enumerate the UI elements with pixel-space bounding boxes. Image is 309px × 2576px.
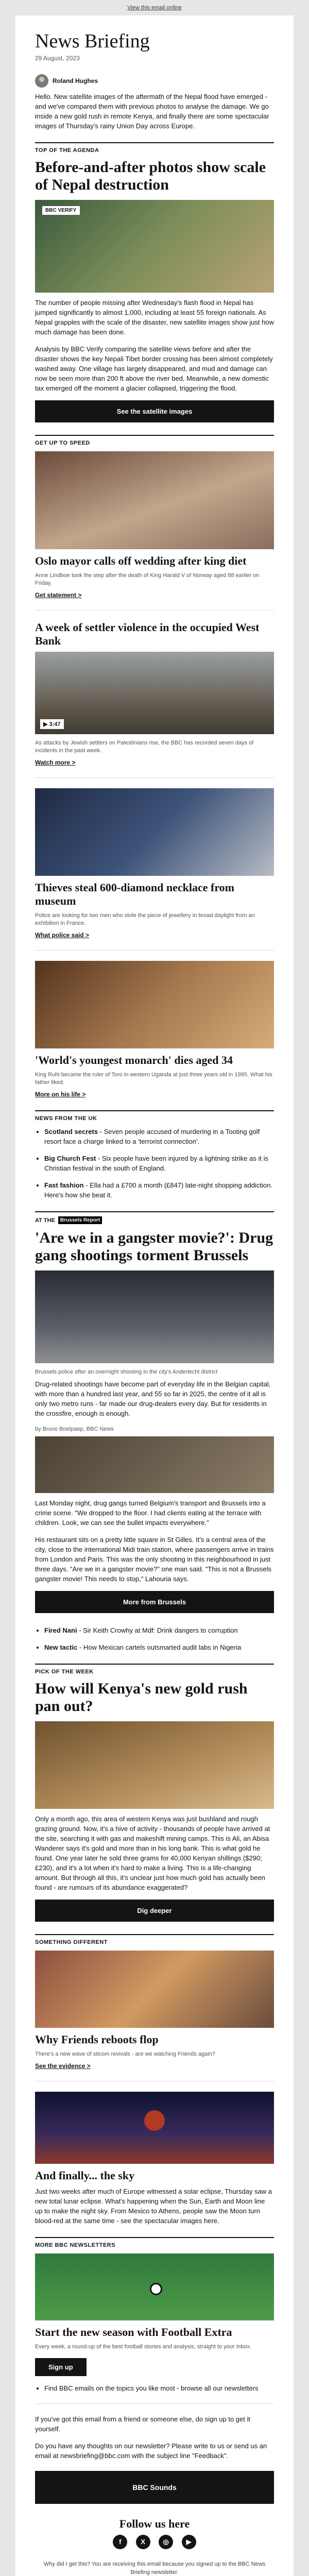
list-item [35,788,274,940]
sign-up-button[interactable]: Sign up [35,2358,87,2376]
top-story-p2: Analysis by BBC Verify comparing the satellite views before and after the disaster shows the key Nepali Tibet border crossing has been almost completely washed away. One village has largely disappeared, and mud and damage can now be seen more than 200 ft above the river bed. Meanwhile, a new domestic tax emerged off the moment a glacier collapsed, triggering the flood. [35,345,273,392]
oslo-image[interactable] [35,451,274,549]
pick-text: Only a month ago, this area of western Kenya was just bushland and rough grazing ground. Now, it's a hive of activity - thousands of people have arrived at the site, searching it with gas and makeshift mining camps. This is Ali, an Abisa Wanderer says it's gold and more than in his long bank. This is what gold he found. One year later he sold three grams for 40,000 Kenyan shillings ($290; £230), and it's a lot when it's hard to make a living. This is a life-changing amount. But through all this, it's unclear just how much gold has actually been found - are rumours of its abundance exaggerated? [35,1815,270,1891]
football-icon [150,2283,162,2295]
list-item [35,451,274,600]
partner-title[interactable]: 'Are we in a gangster movie?': Drug gang shootings torment Brussels [35,1229,273,1264]
diff-title[interactable]: Why Friends reboots flop [35,2033,159,2046]
view-online-link[interactable]: View this email online [127,5,182,11]
avatar [35,74,48,88]
masthead [15,15,294,65]
item-title[interactable]: 'World's youngest monarch' dies aged 34 [35,1054,233,1066]
item-title[interactable]: Thieves steal 600-diamond necklace from museum [35,881,235,907]
sounds-banner[interactable] [35,2471,274,2504]
sky-title[interactable]: And finally... the sky [35,2169,135,2182]
section-label-upto: GET UP TO SPEED [35,435,274,446]
see-satellite-images-button[interactable]: See the satellite images [35,400,274,422]
item-desc: King Ruhi became the ruler of Toro in western Uganda at just three years old in 1995. What his father liked. [35,1072,272,1086]
list-item [35,621,274,767]
partner-brand: Brussels Report [58,1216,102,1224]
footer-why: Why did I get this? You are receiving this email because you signed up to the BBC News Briefing newsletter. [43,2561,266,2575]
eclipse-image[interactable] [35,2092,274,2164]
restaurant-image[interactable] [35,1436,274,1493]
author [35,74,274,88]
top-story-title[interactable]: Before-and-after photos show scale of Nepal destruction [35,159,266,193]
newsletter-title[interactable]: Start the new season with Football Extra [35,2326,232,2338]
list-item[interactable]: • Find BBC emails on the topics you like most - browse all our newsletters [44,2383,274,2393]
moon-icon [144,2110,165,2131]
list-item[interactable]: • Fast fashion - Ella had a £700 a month (£847) late-night shopping addiction. Here's how she beat it. [44,1180,274,1200]
image-caption: Brussels police after an overnight shooting in the city's Anderlecht district [35,1369,218,1375]
item-link[interactable]: Watch more > [35,759,76,766]
section-label-newsletter: MORE BBC NEWSLETTERS [35,2237,274,2248]
footer [15,2549,294,2576]
sounds-banner-label: BBC Sounds [132,2483,177,2492]
partner-links [35,1625,274,1652]
satellite-image[interactable] [35,200,274,293]
sky-text: Just two weeks after much of Europe witnessed a solar eclipse, Thursday saw a new total lunar eclipse. What's happening when the Sun, Earth and Moon line up to make the night sky. From Mexico to Athens, people saw the Moon turn blood-red at the same time - see the spectacular images here. [35,2188,272,2225]
necklace-image[interactable] [35,788,274,876]
intro-section [15,74,294,2549]
issue-date: 29 August, 2023 [35,55,80,62]
item-title[interactable]: A week of settler violence in the occupied West Bank [35,621,260,647]
item-link[interactable]: Get statement > [35,591,82,599]
section-label-diff: SOMETHING DIFFERENT [35,1934,274,1945]
uk-news-list [35,1127,274,1200]
partner-p3: His restaurant sits on a pretty little square in St Gilles. It's a central area of the city, close to the international Midi train station, where passengers arrive in trains from London and Paris. This was the only shooting in this neighbourhood in just three days. "Are we in a gangster movie?" one man said. "This is not a Brussels gangster movie! This needs to stop," Lahouria says. [35,1536,274,1583]
bbc-verify-badge: BBC VERIFY [42,206,80,215]
byline: by Bruno Boelpaep, BBC News [35,1426,114,1432]
x-icon[interactable]: X [136,2535,150,2549]
list-item[interactable]: • New tactic - How Mexican cartels outsmarted audit labs in Nigeria [44,1642,274,1652]
social-section [35,2517,274,2549]
partner-header [35,1211,274,1224]
intro-text: Hello. New satellite images of the aftermath of the Nepal flood have emerged - and we've compared them with previous photos to analyse the damage. We go inside a new gold rush in remote Kenya, and finally there are some spectacular images of Thursday's rainy Union Day across Europe. [35,93,269,130]
section-label-news: NEWS FROM THE UK [35,1110,274,1122]
monarch-image[interactable] [35,961,274,1048]
item-desc: Police are looking for two men who stole the piece of jewellery in broad daylight from an exhibition in France. [35,912,255,926]
partner-tag: AT THE [35,1217,55,1224]
partner-p2: Last Monday night, drug gangs turned Belgium's transport and Brussels into a crime scene. "We dropped to the floor. I had clients eating at the terrace with children. Look, we can see the bullet impacts everywhere." [35,1499,266,1527]
item-title[interactable]: Oslo mayor calls off wedding after king diet [35,554,247,567]
email-body [15,15,294,2576]
diff-link[interactable]: See the evidence > [35,2062,91,2070]
list-item[interactable]: • Fired Nani - Sir Keith Crowhy at Mdf: Drink dangers to corruption [44,1625,274,1635]
list-item[interactable]: • Big Church Fest - Six people have been injured by a lightning strike as it is Christian festival in the south of England. [44,1154,274,1173]
item-link[interactable]: More on his life > [35,1091,86,1098]
pick-title[interactable]: How will Kenya's new gold rush pan out? [35,1680,248,1715]
football-image[interactable] [35,2253,274,2320]
play-icon[interactable]: ▶ 3:47 [40,719,64,729]
section-label-pick: PICK OF THE WEEK [35,1664,274,1675]
feedback-p1: If you've got this email from a friend or someone else, do sign up to get it yourself. [35,2415,250,2433]
newsletter-desc: Every week, a round-up of the best football stories and analysis, straight to your inbox. [35,2344,252,2350]
feedback-p2: Do you have any thoughts on our newsletter? Please write to us or send us an email at newsbriefing@bbc.com with the subject line "Feedback". [35,2442,267,2460]
partner-p1: Drug-related shootings have become part of everyday life in the Belgian capital, with more than a hundred last year, and 55 so far in 2025, the centre of it all is only two metro runs - far made our drug-dealers every day. But for residents in the crossfire, enough is enough. [35,1380,271,1417]
newsletter-title: News Briefing [35,30,150,52]
gold-rush-image[interactable] [35,1721,274,1809]
item-link[interactable]: What police said > [35,931,90,939]
section-label-top: TOP OF THE AGENDA [35,142,274,154]
author-name: Roland Hughes [53,77,98,84]
diff-desc: There's a new wave of sitcom revivals - are we watching Friends again? [35,2051,215,2057]
list-item[interactable]: • Scotland secrets - Seven people accused of murdering in a Tooting golf resort face a charge linked to a 'terrorist connection'. [44,1127,274,1146]
dig-deeper-button[interactable]: Dig deeper [35,1900,274,1922]
friends-image[interactable] [35,1951,274,2028]
newsletter-note-list [35,2383,274,2393]
west-bank-video[interactable] [35,652,274,734]
top-story-p1: The number of people missing after Wednesday's flash flood in Nepal has jumped significantly to almost 1,000, including at least 55 foreign nationals. As Nepal grapples with the scale of the disaster, new satellite images show just how much damage has been done. [35,299,274,336]
youtube-icon[interactable]: ▶ [182,2535,196,2549]
instagram-icon[interactable]: ◎ [159,2535,173,2549]
follow-title: Follow us here [119,2517,190,2530]
topbar [0,0,309,15]
item-desc: Anne Lindboe took the step after the death of King Harald V of Norway aged 88 earlier on Friday. [35,572,260,586]
brussels-image[interactable] [35,1270,274,1363]
facebook-icon[interactable]: f [113,2535,127,2549]
item-desc: As attacks by Jewish settlers on Palestinians rise, the BBC has recorded seven days of incidents in the past week. [35,740,254,754]
more-from-brussels-button[interactable]: More from Brussels [35,1591,274,1613]
list-item [35,961,274,1099]
